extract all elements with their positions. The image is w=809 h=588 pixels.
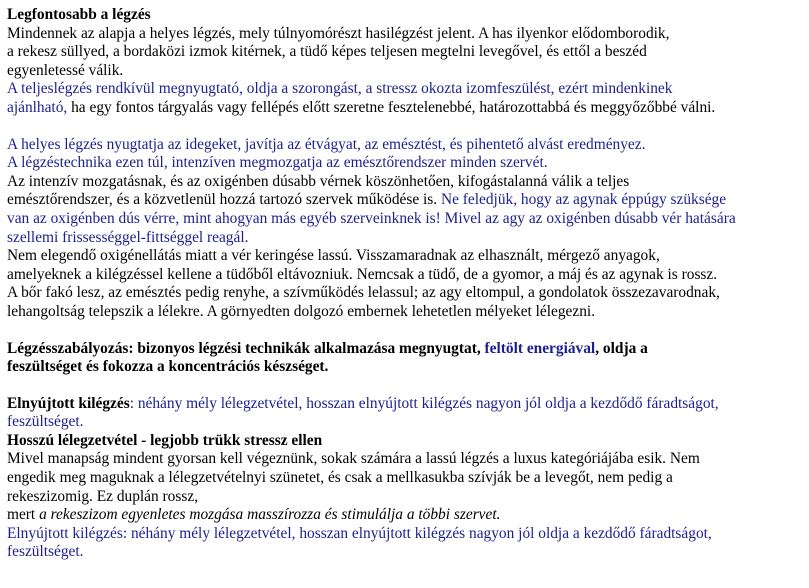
text-line: feszültséget és fokozza a koncentrációs készséget. bbox=[7, 358, 329, 376]
italic-text: a rekeszizom egyenletes mozgása masszírozza és stimulálja a többi szervet. bbox=[39, 506, 501, 524]
highlight-line: Elnyújtott kilégzés: néhány mély lélegzetvétel, hosszan elnyújtott kilégzés nagyon jól oldja a kezdődő fáradtságot, bbox=[7, 524, 712, 542]
highlight-text: : néhány mély lélegzetvétel, hosszan elnyújtott kilégzés nagyon jól oldja a kezdődő fáradtságot, bbox=[129, 394, 719, 412]
plain-text: ha egy fontos tárgyalás vagy fellépés előtt szeretne fesztelenebbé, határozottabbá és meggyőzőbbé válni. bbox=[67, 98, 716, 116]
text-line bbox=[7, 395, 800, 414]
text-line: A bőr fakó lesz, az emésztés pedig renyhe, a szívműködés lelassul; az agy eltompul, a gondolatok összezavarodnak, bbox=[7, 284, 720, 302]
plain-text: Légzésszabályozás: bizonyos légzési technikák alkalmazása megnyugtat, bbox=[7, 339, 485, 357]
text-line: lehangoltság telepszik a lélekre. A görnyedten dolgozó embernek lehetetlen mélyeket lélegezni. bbox=[7, 302, 596, 320]
text-line: Mivel manapság mindent gyorsan kell végeznünk, sokak számára a lassú légzés a luxus kategóriájába esik. Nem bbox=[7, 450, 700, 468]
section-title: Hosszú lélegzetvétel - legjobb trükk stressz ellen bbox=[7, 431, 323, 449]
text-line bbox=[7, 191, 800, 210]
highlight-line: A légzéstechnika ezen túl, intenzíven megmozgatja az emésztőrendszer minden szervét. bbox=[7, 154, 548, 172]
spacer bbox=[7, 377, 800, 395]
section-breath-regulation bbox=[7, 340, 800, 377]
text-line: engedik meg maguknak a lélegzetvételnyi szünetet, és csak a mellkasukba szívják be a levegőt, nem pedig a bbox=[7, 469, 673, 487]
spacer bbox=[7, 322, 800, 340]
text-line: rekeszizomig. Ez duplán rossz, bbox=[7, 487, 199, 505]
highlight-text: ajánlható, bbox=[7, 98, 68, 116]
text-line: Nem elegendő oxigénellátás miatt a vér keringése lassú. Visszamaradnak az elhasznált, mérgező anyagok, bbox=[7, 247, 660, 265]
text-line bbox=[7, 340, 800, 359]
section-benefits bbox=[7, 136, 800, 322]
highlight-line: feszültséget. bbox=[7, 543, 84, 561]
spacer bbox=[7, 118, 800, 136]
plain-text: emésztőrendszer, és a közvetlenül hozzá tartozó szervek működése is. bbox=[7, 191, 438, 209]
highlight-line: A helyes légzés nyugtatja az idegeket, javítja az étvágyat, az emésztést, és pihentető alvást eredményez. bbox=[7, 135, 646, 153]
section-title: Legfontosabb a légzés bbox=[7, 6, 151, 23]
text-line: a rekesz süllyed, a bordaközi izmok kitérnek, a tüdő képes teljesen megtelni levegővel, és ettől a beszéd bbox=[7, 43, 647, 61]
highlight-line: van az oxigénben dús vérre, mint ahogyan más egyéb szerveinknek is! Mivel az agy az oxigénben dúsabb vér hatására bbox=[7, 209, 736, 227]
highlight-line: A teljeslégzés rendkívül megnyugtató, oldja a szorongást, a stressz okozta izomfeszülést, ezért mindenkinek bbox=[7, 80, 673, 98]
text-line: Mindennek az alapja a helyes légzés, mely túlnyomórészt hasilégzést jelent. A has ilyenkor elődomborodik, bbox=[7, 24, 670, 42]
highlight-text: Ne feledjük, hogy az agynak éppúgy szüksége bbox=[437, 191, 727, 209]
text-line: amelyeknek a kilégzéssel kellene a tüdőből eltávozniuk. Nemcsak a tüdő, de a gyomor, a máj és az agynak is rossz. bbox=[7, 265, 718, 283]
highlight-text: feltölt energiával bbox=[484, 339, 596, 357]
plain-text: mert bbox=[7, 506, 40, 524]
text-line bbox=[7, 99, 800, 118]
plain-text: , oldja a bbox=[595, 339, 648, 357]
highlight-line: szellemi frissességgel-fittséggel reagál. bbox=[7, 228, 249, 246]
highlight-line: feszültséget. bbox=[7, 413, 84, 431]
term-text: Elnyújtott kilégzés bbox=[7, 394, 130, 412]
text-line bbox=[7, 506, 800, 525]
text-line: Az intenzív mozgatásnak, és az oxigénben dúsabb vérnek köszönhetően, kifogástalanná válik a teljes bbox=[7, 172, 630, 190]
section-long-exhale bbox=[7, 395, 800, 562]
text-line: egyenletessé válik. bbox=[7, 61, 124, 79]
section-breathing-importance bbox=[7, 6, 800, 118]
